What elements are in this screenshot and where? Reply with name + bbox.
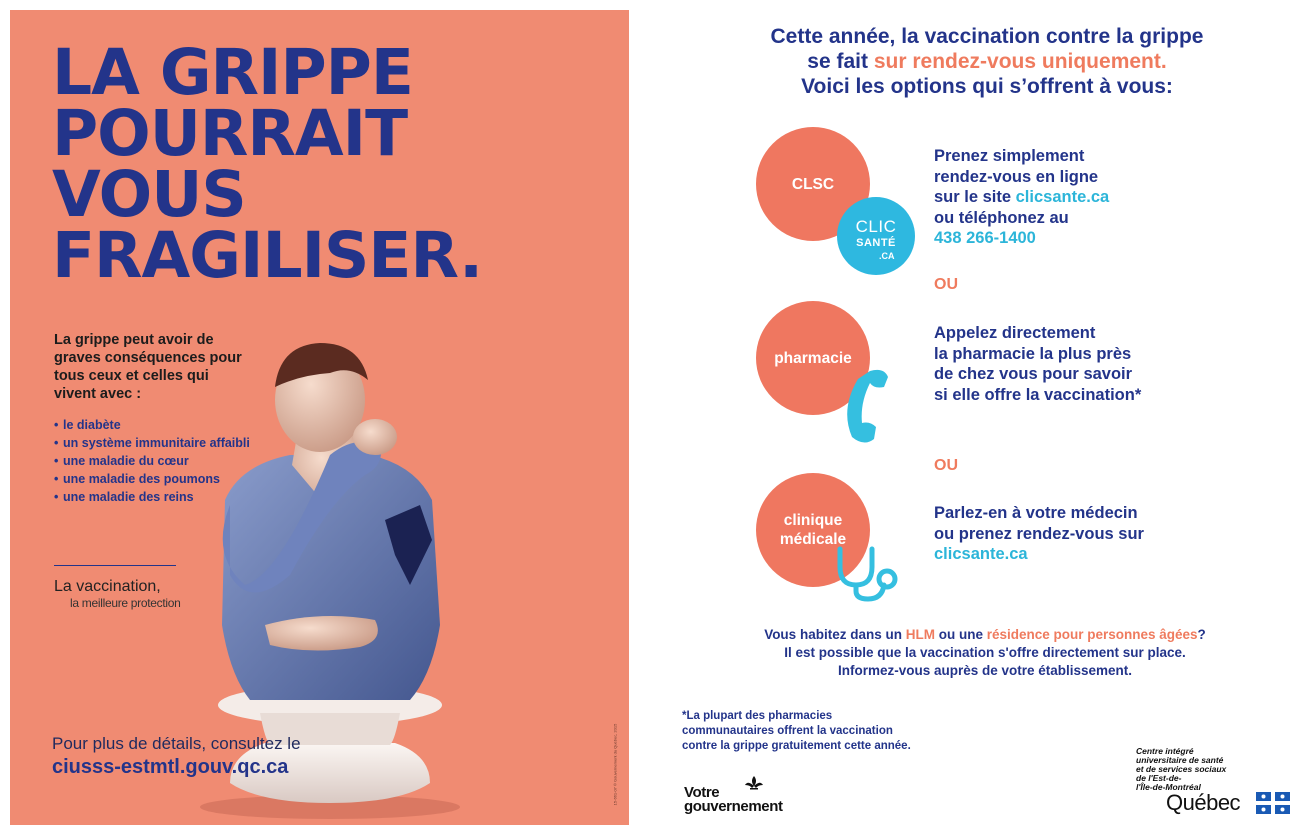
footnote bbox=[682, 709, 992, 754]
logo-line: Votre bbox=[684, 784, 720, 801]
option-line: Parlez-en à votre médecin bbox=[934, 504, 1138, 522]
option-line: Appelez directement bbox=[934, 324, 1096, 342]
more-info-text: Pour plus de détails, consultez le bbox=[52, 734, 301, 753]
headline-line: FRAGILISER. bbox=[52, 219, 483, 292]
condition-item: • une maladie du cœur bbox=[54, 454, 254, 470]
option-line: de chez vous pour savoir bbox=[934, 365, 1133, 383]
footnote-line: communautaires offrent la vaccination bbox=[682, 725, 893, 737]
header-line: Cette année, la vaccination contre la grippe bbox=[770, 25, 1204, 48]
headline-line: POURRAIT bbox=[52, 97, 408, 170]
option-line: Prenez simplement bbox=[934, 147, 1085, 165]
option-line: la pharmacie la plus près bbox=[934, 344, 1132, 363]
phone-number[interactable]: 438 266-1400 bbox=[934, 229, 1036, 247]
circle-label-line: clinique bbox=[783, 512, 843, 529]
ciusss-line: et de services sociaux bbox=[1136, 764, 1227, 774]
option-text: sur le site bbox=[934, 188, 1016, 206]
logo-line: gouvernement bbox=[684, 798, 783, 815]
phone-icon bbox=[840, 365, 892, 447]
clicsante-link[interactable]: clicsante.ca bbox=[1015, 188, 1110, 206]
option-line: rendez-vous en ligne bbox=[934, 167, 1099, 186]
hlm-notice bbox=[660, 626, 1302, 680]
hlm-text: ? bbox=[1197, 627, 1206, 642]
option-line: si elle offre la vaccination* bbox=[934, 385, 1142, 404]
hlm-text: ou une bbox=[934, 627, 987, 642]
condition-item: • une maladie des reins bbox=[54, 490, 254, 506]
circle-label bbox=[780, 511, 846, 549]
header-text: se fait bbox=[807, 50, 874, 73]
headline-line: LA GRIPPE bbox=[52, 36, 413, 109]
poster-url[interactable]: ciusss-estmtl.gouv.qc.ca bbox=[52, 756, 289, 778]
option-line: ou prenez rendez-vous sur bbox=[934, 524, 1144, 543]
hlm-line: Informez-vous auprès de votre établissement. bbox=[837, 663, 1133, 678]
credit-line bbox=[614, 722, 620, 808]
circle-label: CLSC bbox=[791, 175, 835, 193]
quebec-flag-icon bbox=[1256, 792, 1290, 814]
ciusss-line: universitaire de santé bbox=[1136, 755, 1224, 765]
clicsante-link[interactable]: clicsante.ca bbox=[934, 545, 1028, 563]
divider bbox=[54, 565, 176, 566]
panel-header bbox=[690, 24, 1284, 99]
headline-line: VOUS bbox=[52, 158, 246, 231]
hlm-text: Vous habitez dans un bbox=[764, 627, 906, 642]
poster-headline bbox=[52, 36, 612, 292]
ciusss-line: l'Île-de-Montréal bbox=[1136, 782, 1201, 792]
circle-label-line: médicale bbox=[779, 531, 847, 548]
condition-item: • une maladie des poumons bbox=[54, 472, 254, 488]
option-clsc-text bbox=[934, 146, 1109, 249]
ciusss-line: de l'Est-de- bbox=[1136, 773, 1182, 783]
hlm-highlight: HLM bbox=[905, 627, 935, 642]
circle-label: pharmacie bbox=[774, 349, 852, 367]
votre-gouvernement-logo bbox=[684, 786, 783, 814]
hlm-line: Il est possible que la vaccination s'offre directement sur place. bbox=[784, 645, 1186, 660]
header-line bbox=[690, 49, 1284, 74]
quebec-wordmark: Québec bbox=[1166, 790, 1241, 815]
option-pharmacie-text bbox=[934, 323, 1141, 405]
header-highlight: sur rendez-vous uniquement. bbox=[873, 50, 1167, 73]
condition-item: • le diabète bbox=[54, 418, 254, 434]
clic-sante-logo bbox=[837, 197, 915, 275]
hlm-question bbox=[660, 626, 1302, 644]
clic-logo-line: CLIC bbox=[855, 217, 897, 236]
stethoscope-icon bbox=[834, 545, 900, 603]
poster-intro: La grippe peut avoir de graves conséquences pour tous ceux et celles qui vivent avec : bbox=[54, 332, 242, 402]
slogan-main: La vaccination, bbox=[54, 578, 161, 595]
credit-text: 15-661-07 © Gouvernement du Québec, 2015 bbox=[612, 723, 618, 806]
option-line: ou téléphonez au bbox=[934, 208, 1069, 227]
condition-item: • un système immunitaire affaibli bbox=[54, 436, 254, 452]
ou-separator: OU bbox=[934, 457, 958, 474]
option-line bbox=[934, 187, 1109, 208]
slogan-sub: la meilleure protection bbox=[70, 596, 181, 610]
clic-logo-line: SANTÉ bbox=[856, 237, 896, 249]
option-clinique-text bbox=[934, 503, 1144, 565]
ou-separator: OU bbox=[934, 276, 958, 293]
ciusss-name bbox=[1136, 747, 1226, 792]
header-line: Voici les options qui s’offrent à vous: bbox=[801, 75, 1173, 98]
fleur-de-lys-icon bbox=[744, 776, 764, 792]
flu-poster bbox=[10, 10, 629, 825]
footnote-line: *La plupart des pharmacies bbox=[682, 710, 833, 722]
footnote-line: contre la grippe gratuitement cette année. bbox=[682, 740, 911, 752]
clic-logo-line: .CA bbox=[879, 251, 895, 261]
hlm-highlight: résidence pour personnes âgées bbox=[986, 627, 1198, 642]
ciusss-line: Centre intégré bbox=[1136, 746, 1194, 756]
